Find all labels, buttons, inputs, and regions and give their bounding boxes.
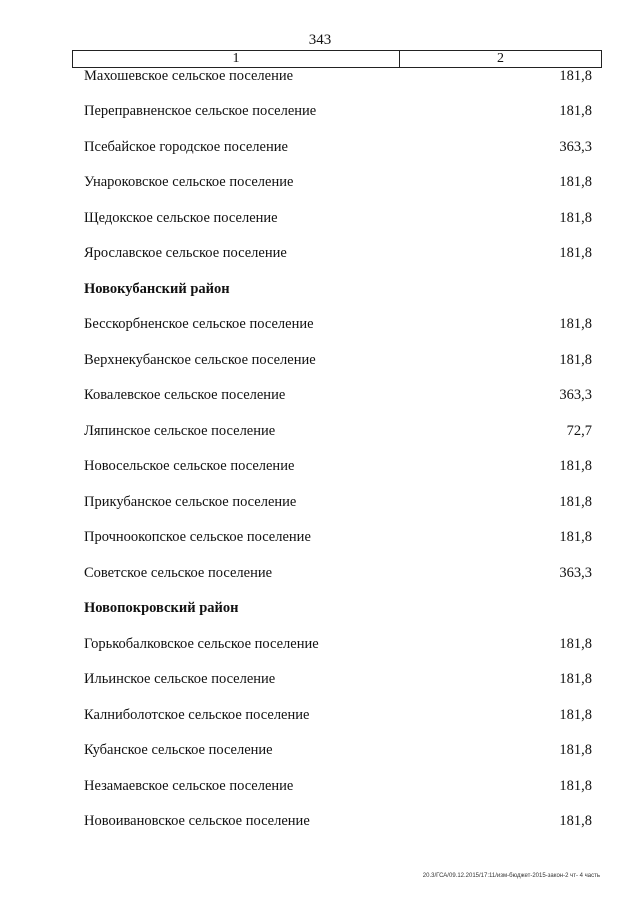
amount-value: 181,8 — [559, 494, 592, 510]
amount-value: 181,8 — [559, 316, 592, 332]
amount-value: 181,8 — [559, 174, 592, 190]
table-row — [0, 813, 640, 835]
settlement-name: Бесскорбненское сельское поселение — [84, 316, 314, 332]
amount-value: 181,8 — [559, 103, 592, 119]
table-row — [0, 529, 640, 551]
district-heading — [0, 600, 640, 622]
table-header — [72, 50, 602, 68]
amount-value: 363,3 — [559, 139, 592, 155]
settlement-name: Калниболотское сельское поселение — [84, 707, 310, 723]
table-row — [0, 458, 640, 480]
amount-value: 181,8 — [559, 707, 592, 723]
settlement-name: Новоивановское сельское поселение — [84, 813, 310, 829]
amount-value: 181,8 — [559, 636, 592, 652]
table-row — [0, 671, 640, 693]
settlement-name: Прикубанское сельское поселение — [84, 494, 297, 510]
table-row — [0, 352, 640, 374]
settlement-name: Махошевское сельское поселение — [84, 68, 294, 84]
amount-value: 181,8 — [559, 352, 592, 368]
amount-value: 181,8 — [559, 245, 592, 261]
column-header-2: 2 — [497, 51, 504, 66]
settlement-name: Переправненское сельское поселение — [84, 103, 317, 119]
amount-value: 181,8 — [559, 210, 592, 226]
settlement-name: Кубанское сельское поселение — [84, 742, 273, 758]
district-name: Новопокровский район — [84, 600, 239, 616]
page-number: 343 — [308, 32, 332, 48]
table-row — [0, 494, 640, 516]
amount-value: 181,8 — [559, 671, 592, 687]
table-row — [0, 742, 640, 764]
table-row — [0, 707, 640, 729]
table-row — [0, 210, 640, 232]
amount-value: 181,8 — [559, 529, 592, 545]
amount-value: 363,3 — [559, 387, 592, 403]
settlement-name: Незамаевское сельское поселение — [84, 778, 294, 794]
table-row — [0, 139, 640, 161]
table-row — [0, 565, 640, 587]
settlement-name: Унароковское сельское поселение — [84, 174, 294, 190]
settlement-name: Ляпинское сельское поселение — [84, 423, 276, 439]
table-row — [0, 316, 640, 338]
table-row — [0, 636, 640, 658]
settlement-name: Новосельское сельское поселение — [84, 458, 295, 474]
settlement-name: Ковалевское сельское поселение — [84, 387, 286, 403]
settlement-name: Щедокское сельское поселение — [84, 210, 278, 226]
settlement-name: Ильинское сельское поселение — [84, 671, 276, 687]
amount-value: 181,8 — [559, 742, 592, 758]
document-footer: 20.3/ГСА/09.12.2015/17:11/изм-бюджет-2015-закон-2 чт- 4 часть — [422, 873, 600, 879]
district-heading — [0, 281, 640, 303]
district-name: Новокубанский район — [84, 281, 230, 297]
settlement-name: Ярославское сельское поселение — [84, 245, 287, 261]
settlement-name: Советское сельское поселение — [84, 565, 273, 581]
table-row — [0, 778, 640, 800]
table-row — [0, 68, 640, 90]
amount-value: 72,7 — [566, 423, 592, 439]
settlement-name: Горькобалковское сельское поселение — [84, 636, 319, 652]
table-row — [0, 423, 640, 445]
settlement-name: Верхнекубанское сельское поселение — [84, 352, 316, 368]
table-row — [0, 387, 640, 409]
table-row — [0, 245, 640, 267]
amount-value: 363,3 — [559, 565, 592, 581]
settlement-name: Псебайское городское поселение — [84, 139, 288, 155]
table-row — [0, 174, 640, 196]
settlement-name: Прочноокопское сельское поселение — [84, 529, 311, 545]
column-header-1: 1 — [73, 51, 400, 67]
amount-value: 181,8 — [559, 778, 592, 794]
amount-value: 181,8 — [559, 68, 592, 84]
amount-value: 181,8 — [559, 458, 592, 474]
amount-value: 181,8 — [559, 813, 592, 829]
table-row — [0, 103, 640, 125]
